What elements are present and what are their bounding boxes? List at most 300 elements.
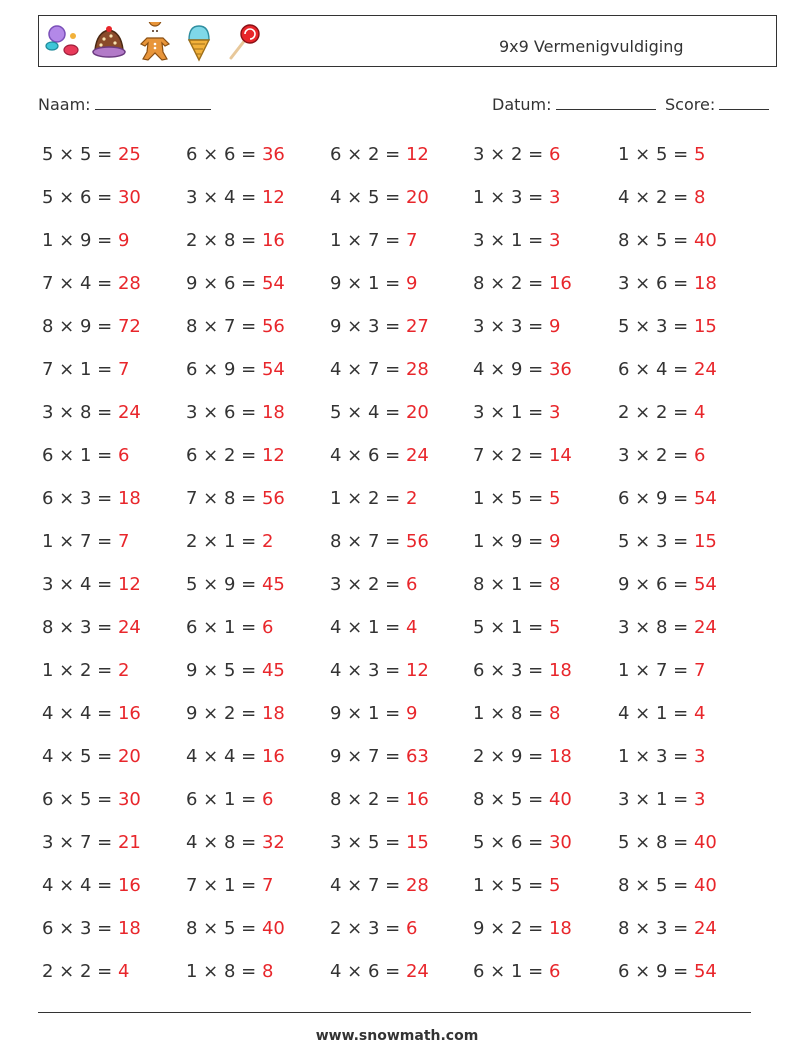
problem-answer: 24 — [693, 359, 717, 380]
problem-question: 6 × 9 = — [186, 359, 262, 380]
problem-question: 1 × 9 = — [42, 230, 118, 251]
problem-answer: 28 — [117, 273, 141, 294]
problem-question: 1 × 5 = — [618, 144, 694, 165]
problem-cell — [42, 830, 141, 856]
problem-cell — [186, 572, 285, 598]
problem-cell — [42, 787, 141, 813]
problem-answer: 30 — [117, 789, 141, 810]
problem-answer: 15 — [693, 531, 717, 552]
problem-question: 1 × 7 = — [330, 230, 406, 251]
problem-cell — [42, 873, 141, 899]
problem-answer: 6 — [548, 961, 561, 982]
problem-answer: 6 — [405, 574, 418, 595]
problem-question: 6 × 1 = — [473, 961, 549, 982]
problem-cell — [186, 529, 273, 555]
problem-answer: 16 — [548, 273, 572, 294]
problem-cell — [618, 529, 717, 555]
problem-cell — [618, 701, 705, 727]
problem-answer: 6 — [548, 144, 561, 165]
problem-question: 9 × 1 = — [330, 273, 406, 294]
problem-question: 1 × 5 = — [473, 875, 549, 896]
problem-cell — [186, 185, 285, 211]
problem-cell — [186, 744, 285, 770]
problem-cell — [330, 314, 429, 340]
problem-answer: 40 — [693, 230, 717, 251]
problem-question: 4 × 2 = — [618, 187, 694, 208]
problem-answer: 72 — [117, 316, 141, 337]
problem-question: 5 × 8 = — [618, 832, 694, 853]
problem-question: 8 × 5 = — [618, 230, 694, 251]
problem-answer: 8 — [261, 961, 274, 982]
problem-cell — [42, 959, 129, 985]
problem-cell — [618, 615, 717, 641]
problem-answer: 20 — [405, 187, 429, 208]
problem-answer: 54 — [693, 488, 717, 509]
problem-cell — [42, 357, 129, 383]
problem-cell — [42, 314, 141, 340]
problem-cell — [473, 916, 572, 942]
problem-question: 6 × 4 = — [618, 359, 694, 380]
problem-answer: 28 — [405, 359, 429, 380]
problem-question: 4 × 3 = — [330, 660, 406, 681]
problem-cell — [186, 916, 285, 942]
problem-cell — [186, 486, 285, 512]
problem-question: 2 × 8 = — [186, 230, 262, 251]
problem-answer: 16 — [261, 746, 285, 767]
problem-answer: 8 — [693, 187, 706, 208]
problem-answer: 24 — [117, 617, 141, 638]
problem-answer: 63 — [405, 746, 429, 767]
problem-cell — [473, 744, 572, 770]
problem-question: 4 × 6 = — [330, 961, 406, 982]
problem-cell — [473, 615, 560, 641]
problem-answer: 40 — [548, 789, 572, 810]
problem-question: 6 × 3 = — [42, 488, 118, 509]
problem-answer: 16 — [405, 789, 429, 810]
problem-cell — [473, 228, 560, 254]
problem-answer: 2 — [261, 531, 274, 552]
problem-question: 3 × 2 = — [330, 574, 406, 595]
problem-cell — [618, 830, 717, 856]
problem-cell — [186, 959, 273, 985]
problem-cell — [330, 744, 429, 770]
problem-question: 9 × 2 = — [473, 918, 549, 939]
problem-cell — [473, 314, 560, 340]
problem-answer: 32 — [261, 832, 285, 853]
problem-answer: 5 — [548, 488, 561, 509]
problem-answer: 3 — [693, 789, 706, 810]
problem-question: 1 × 7 = — [42, 531, 118, 552]
problem-question: 3 × 1 = — [473, 402, 549, 423]
problem-answer: 7 — [261, 875, 274, 896]
problem-question: 5 × 1 = — [473, 617, 549, 638]
problem-answer: 18 — [548, 746, 572, 767]
problem-cell — [618, 959, 717, 985]
problem-answer: 2 — [117, 660, 130, 681]
problem-answer: 20 — [405, 402, 429, 423]
problem-question: 1 × 3 = — [473, 187, 549, 208]
problem-answer: 6 — [405, 918, 418, 939]
problem-cell — [330, 658, 429, 684]
problem-answer: 27 — [405, 316, 429, 337]
problem-cell — [473, 486, 560, 512]
problem-question: 5 × 6 = — [473, 832, 549, 853]
problem-cell — [330, 572, 417, 598]
problem-cell — [42, 271, 141, 297]
problem-question: 1 × 2 = — [330, 488, 406, 509]
problem-answer: 18 — [261, 402, 285, 423]
candy-icon — [43, 22, 83, 62]
problem-question: 8 × 2 = — [330, 789, 406, 810]
problem-cell — [330, 787, 429, 813]
problem-cell — [42, 185, 141, 211]
problem-answer: 4 — [117, 961, 130, 982]
problem-cell — [473, 873, 560, 899]
problem-question: 8 × 5 = — [473, 789, 549, 810]
problem-question: 9 × 6 = — [618, 574, 694, 595]
problem-answer: 16 — [117, 703, 141, 724]
problem-cell — [186, 658, 285, 684]
problem-answer: 12 — [405, 660, 429, 681]
problem-answer: 7 — [117, 359, 130, 380]
problem-cell — [330, 529, 429, 555]
problem-question: 2 × 3 = — [330, 918, 406, 939]
problem-question: 6 × 2 = — [330, 144, 406, 165]
problem-answer: 56 — [261, 488, 285, 509]
problem-question: 5 × 4 = — [330, 402, 406, 423]
problem-answer: 56 — [261, 316, 285, 337]
problem-answer: 54 — [693, 961, 717, 982]
problem-answer: 2 — [405, 488, 418, 509]
problem-question: 3 × 5 = — [330, 832, 406, 853]
problem-answer: 6 — [261, 617, 274, 638]
problem-cell — [42, 658, 129, 684]
problem-question: 2 × 2 = — [618, 402, 694, 423]
problem-cell — [330, 142, 429, 168]
problem-question: 9 × 7 = — [330, 746, 406, 767]
name-label: Naam: — [38, 95, 91, 114]
problem-cell — [186, 787, 273, 813]
problem-answer: 6 — [261, 789, 274, 810]
problem-cell — [42, 443, 129, 469]
problem-question: 4 × 9 = — [473, 359, 549, 380]
problem-question: 6 × 3 = — [473, 660, 549, 681]
problem-question: 8 × 5 = — [618, 875, 694, 896]
problem-cell — [186, 615, 273, 641]
problem-question: 1 × 8 = — [186, 961, 262, 982]
problem-cell — [473, 443, 572, 469]
problem-answer: 24 — [693, 617, 717, 638]
problem-cell — [618, 572, 717, 598]
problem-question: 7 × 1 = — [186, 875, 262, 896]
problem-cell — [186, 873, 273, 899]
problem-answer: 24 — [405, 445, 429, 466]
problem-cell — [330, 486, 417, 512]
problem-question: 4 × 7 = — [330, 359, 406, 380]
problem-question: 8 × 9 = — [42, 316, 118, 337]
problem-cell — [330, 916, 417, 942]
worksheet-header — [38, 15, 777, 67]
problem-answer: 12 — [117, 574, 141, 595]
problem-question: 4 × 5 = — [42, 746, 118, 767]
problem-answer: 14 — [548, 445, 572, 466]
date-field[interactable] — [492, 93, 656, 114]
footer-divider — [38, 1012, 751, 1013]
problem-cell — [42, 529, 129, 555]
problem-answer: 9 — [405, 703, 418, 724]
problem-answer: 15 — [405, 832, 429, 853]
problem-question: 3 × 6 = — [618, 273, 694, 294]
problem-cell — [618, 787, 705, 813]
problem-question: 5 × 9 = — [186, 574, 262, 595]
problem-answer: 24 — [117, 402, 141, 423]
problem-question: 3 × 1 = — [473, 230, 549, 251]
problem-cell — [186, 400, 285, 426]
problem-question: 9 × 2 = — [186, 703, 262, 724]
problem-answer: 5 — [548, 875, 561, 896]
name-line — [95, 93, 211, 110]
problem-question: 8 × 3 = — [618, 918, 694, 939]
problem-question: 1 × 8 = — [473, 703, 549, 724]
problem-answer: 3 — [548, 402, 561, 423]
problem-cell — [186, 830, 285, 856]
problem-question: 1 × 2 = — [42, 660, 118, 681]
problem-cell — [42, 400, 141, 426]
problem-answer: 18 — [117, 918, 141, 939]
problem-cell — [618, 443, 705, 469]
problem-answer: 7 — [117, 531, 130, 552]
problem-cell — [618, 916, 717, 942]
date-label: Datum: — [492, 95, 552, 114]
problem-cell — [330, 873, 429, 899]
problem-cell — [330, 185, 429, 211]
problem-cell — [330, 830, 429, 856]
problem-cell — [186, 701, 285, 727]
problem-answer: 9 — [548, 316, 561, 337]
problem-cell — [330, 357, 429, 383]
problem-question: 9 × 3 = — [330, 316, 406, 337]
problem-cell — [42, 228, 129, 254]
problem-question: 4 × 6 = — [330, 445, 406, 466]
problem-cell — [330, 443, 429, 469]
problem-answer: 28 — [405, 875, 429, 896]
problem-cell — [618, 658, 705, 684]
lollipop-icon — [223, 22, 263, 62]
problem-cell — [473, 529, 560, 555]
problem-question: 9 × 5 = — [186, 660, 262, 681]
problem-answer: 25 — [117, 144, 141, 165]
problem-question: 4 × 7 = — [330, 875, 406, 896]
problem-question: 6 × 5 = — [42, 789, 118, 810]
problem-answer: 12 — [261, 445, 285, 466]
problem-question: 4 × 8 = — [186, 832, 262, 853]
problem-answer: 18 — [548, 660, 572, 681]
problem-answer: 30 — [548, 832, 572, 853]
problem-answer: 56 — [405, 531, 429, 552]
problem-answer: 6 — [693, 445, 706, 466]
problem-question: 3 × 4 = — [186, 187, 262, 208]
problem-cell — [186, 314, 285, 340]
problem-answer: 54 — [261, 359, 285, 380]
problem-answer: 45 — [261, 660, 285, 681]
problem-question: 1 × 5 = — [473, 488, 549, 509]
problem-question: 8 × 7 = — [186, 316, 262, 337]
problem-answer: 8 — [548, 703, 561, 724]
problem-cell — [42, 615, 141, 641]
problem-answer: 3 — [548, 187, 561, 208]
problem-answer: 15 — [693, 316, 717, 337]
problem-question: 8 × 2 = — [473, 273, 549, 294]
problem-cell — [330, 959, 429, 985]
problem-cell — [186, 357, 285, 383]
problem-cell — [618, 228, 717, 254]
problem-question: 4 × 1 = — [330, 617, 406, 638]
problem-answer: 4 — [693, 402, 706, 423]
problem-question: 3 × 1 = — [618, 789, 694, 810]
ice-cream-icon — [181, 22, 217, 62]
problem-cell — [618, 185, 705, 211]
problem-question: 7 × 4 = — [42, 273, 118, 294]
problem-cell — [473, 830, 572, 856]
problem-question: 3 × 8 = — [42, 402, 118, 423]
problem-answer: 20 — [117, 746, 141, 767]
problem-question: 5 × 6 = — [42, 187, 118, 208]
problem-question: 7 × 1 = — [42, 359, 118, 380]
problem-question: 5 × 3 = — [618, 316, 694, 337]
problem-question: 3 × 8 = — [618, 617, 694, 638]
worksheet-title: 9x9 Vermenigvuldiging — [499, 37, 684, 56]
problem-answer: 40 — [693, 832, 717, 853]
problem-cell — [42, 486, 141, 512]
problem-cell — [330, 615, 417, 641]
problem-question: 5 × 3 = — [618, 531, 694, 552]
problem-answer: 24 — [693, 918, 717, 939]
problem-cell — [618, 314, 717, 340]
problem-cell — [473, 271, 572, 297]
problem-answer: 9 — [548, 531, 561, 552]
problem-question: 3 × 3 = — [473, 316, 549, 337]
name-field[interactable] — [38, 93, 211, 114]
problem-question: 6 × 9 = — [618, 961, 694, 982]
problem-question: 3 × 2 = — [618, 445, 694, 466]
score-field[interactable] — [665, 93, 769, 114]
problem-question: 6 × 1 = — [186, 617, 262, 638]
problem-cell — [473, 787, 572, 813]
score-line — [719, 93, 769, 110]
problem-question: 1 × 7 = — [618, 660, 694, 681]
problem-cell — [618, 400, 705, 426]
problem-question: 6 × 6 = — [186, 144, 262, 165]
problem-answer: 36 — [261, 144, 285, 165]
problem-question: 6 × 9 = — [618, 488, 694, 509]
problem-answer: 6 — [117, 445, 130, 466]
problem-answer: 36 — [548, 359, 572, 380]
problem-question: 7 × 8 = — [186, 488, 262, 509]
problem-answer: 45 — [261, 574, 285, 595]
problem-cell — [42, 572, 141, 598]
problem-answer: 40 — [693, 875, 717, 896]
header-icons — [43, 20, 263, 64]
problem-cell — [330, 400, 429, 426]
problem-cell — [186, 271, 285, 297]
problem-answer: 21 — [117, 832, 141, 853]
problem-question: 8 × 7 = — [330, 531, 406, 552]
problem-cell — [42, 916, 141, 942]
problem-answer: 3 — [693, 746, 706, 767]
problem-answer: 16 — [117, 875, 141, 896]
problem-answer: 4 — [693, 703, 706, 724]
problem-question: 6 × 3 = — [42, 918, 118, 939]
problem-answer: 8 — [548, 574, 561, 595]
problem-question: 3 × 6 = — [186, 402, 262, 423]
problem-cell — [618, 142, 705, 168]
problem-question: 8 × 5 = — [186, 918, 262, 939]
problem-question: 4 × 4 = — [42, 703, 118, 724]
problem-cell — [330, 228, 417, 254]
problem-cell — [186, 142, 285, 168]
problem-question: 6 × 1 = — [42, 445, 118, 466]
problem-question: 9 × 1 = — [330, 703, 406, 724]
problem-cell — [186, 228, 285, 254]
problem-answer: 40 — [261, 918, 285, 939]
problem-question: 2 × 1 = — [186, 531, 262, 552]
problem-answer: 18 — [693, 273, 717, 294]
problem-question: 4 × 1 = — [618, 703, 694, 724]
problem-cell — [42, 701, 141, 727]
problem-question: 4 × 5 = — [330, 187, 406, 208]
problem-cell — [473, 658, 572, 684]
problem-question: 1 × 3 = — [618, 746, 694, 767]
problem-question: 8 × 1 = — [473, 574, 549, 595]
problem-question: 8 × 3 = — [42, 617, 118, 638]
problem-cell — [473, 572, 560, 598]
problem-answer: 9 — [117, 230, 130, 251]
problem-answer: 24 — [405, 961, 429, 982]
problem-cell — [618, 873, 717, 899]
problem-cell — [42, 142, 141, 168]
problem-cell — [473, 701, 560, 727]
problem-answer: 3 — [548, 230, 561, 251]
problem-answer: 9 — [405, 273, 418, 294]
problem-question: 5 × 5 = — [42, 144, 118, 165]
problem-cell — [473, 142, 560, 168]
problem-answer: 30 — [117, 187, 141, 208]
problem-question: 4 × 4 = — [42, 875, 118, 896]
problem-question: 7 × 2 = — [473, 445, 549, 466]
problem-answer: 7 — [693, 660, 706, 681]
problem-question: 9 × 6 = — [186, 273, 262, 294]
problem-cell — [618, 357, 717, 383]
problem-cell — [473, 959, 560, 985]
problem-question: 3 × 7 = — [42, 832, 118, 853]
problem-question: 3 × 2 = — [473, 144, 549, 165]
problem-cell — [330, 271, 417, 297]
cake-icon — [89, 22, 129, 62]
problem-cell — [473, 400, 560, 426]
problem-cell — [618, 486, 717, 512]
problem-question: 6 × 2 = — [186, 445, 262, 466]
gingerbread-icon — [135, 22, 175, 62]
footer-url: www.snowmath.com — [315, 1028, 479, 1044]
problem-answer: 18 — [117, 488, 141, 509]
problem-cell — [330, 701, 417, 727]
problem-cell — [618, 271, 717, 297]
problem-cell — [473, 357, 572, 383]
problem-question: 2 × 9 = — [473, 746, 549, 767]
score-label: Score: — [665, 95, 716, 114]
problem-answer: 18 — [548, 918, 572, 939]
problem-answer: 4 — [405, 617, 418, 638]
